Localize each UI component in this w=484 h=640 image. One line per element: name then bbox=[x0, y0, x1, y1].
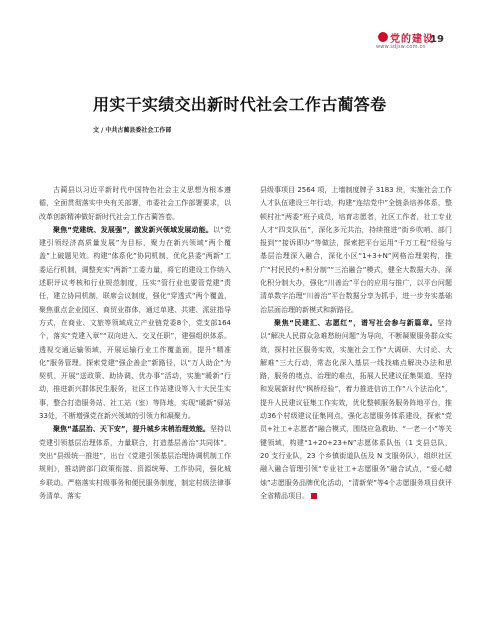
paragraph-text: 坚持以“解决人民群众急难愁盼问题”为导向，不断凝聚服务群众实效，探村社区服务实效，实施社会工作“大调研、大讨论、大解难”三大行动，常态化深入基层一线找痛点解决办法和思路，服务的堵点、治理的难点，拓展人民建议征集渠道，坚持和发展新时代“枫桥经验”，着力推进信访工作“八个法治化”，提升人民建议征集工作实效，优化整顿服务服务阵地平台，推动36个村级建议征集网点，强化志愿服务体系建设，探索“党员+社工+志愿者”融合模式，围绕应急救助、“一老一小”等关键领域，构建“1+20+23+N”志愿体系队伍（1 支县总队，20 支行业队，23 个乡镇街道队伍及 N 支服务队），组织社区融入融合管理引领“专业社工+志愿服务”融合试点，“爱心蜡烛”志愿服务品牌优化活动，“清新荣”等4个志愿服务项目获评全省精品项目。 bbox=[260, 318, 453, 500]
publication-logo bbox=[378, 30, 434, 44]
paragraph-lead: 聚焦“基层治、天下安”，提升城乡末梢治理效能。 bbox=[53, 425, 210, 434]
left-column bbox=[39, 184, 231, 503]
paragraph-text: 以“党建引领经济高质量发展”为目标，聚力在新兴领域“两个覆盖”上破题见效。构建“体系化”协同机制，优化县委“两新”工委运行机制，调整充实“两新”工委力量，将它的建设工作纳入述职评议考核和行业规范制度，压实“管行业也要管党建”责任，建立协同机制，联席会议制度，强化“穿透式”两个覆盖，聚焦重点企业园区、商贸业群体，通过单建、共建、派驻指导方式，在商业、文旅等领域成立产业链党委8个，党支部164个，落实“党建入章”“双向进入、交叉任职”，建强组织体系。透视交通运输领域，开展运输行业工作覆盖面，提升“精准化”服务管理。探索党建“强企善企”新路径，以“万人助企”为契机，开展“送政策、助协调、优办事”活动，实施“暖新”行动，推进新兴群体民生服务，社区工作站建设等入十大民生实事，整合打造服务站、社工站（室）等阵地，实现“暖新”驿站33处，不断增强党在新兴领域的引领力和凝聚力。 bbox=[39, 225, 231, 421]
article-byline: 文 / 中共古蔺县委社会工作部 bbox=[93, 127, 172, 134]
right-column bbox=[260, 184, 452, 503]
paragraph bbox=[39, 184, 231, 224]
logo-url: www.sdjsw.com.cn bbox=[376, 44, 426, 50]
paragraph-text: 县级事项目 2564 项，上墙制度牌子 3183 块，实施社会工作人才队伍建设三年行动，构建“连结党中”全链条培养体系，整顿村社“两委”班子成员，培育志愿者，社区工作者，社工专业人才“四支队伍”，深化多元共治，持续推进“街乡吹哨、部门报到”“接诉即办”等做法，探索把平台运用“千万工程”经验与基层治理深入融合，深化小区“1+3+N”网格治理架构，推广“村民民约+积分制”“三治融合”模式，健全大数据大办，深化积分制大办，强化“川善治”平台的应用与推广，以平台问题清单数字治理“川善治”平台数据分享为抓手，进一步夯实基础治层面治理的新模式和新路径。 bbox=[260, 186, 452, 314]
article-title: 用实干实绩交出新时代社会工作古蔺答卷 bbox=[93, 95, 387, 114]
paragraph-text: 坚持以党建引领基层治理体系，力量联合，打造基层善治“共同体”。突出“县级统一推进”，出台《党建引领基层治理协调机制工作规则》，推动跨部门政策衔接、资源统筹、工作协同，强化城乡联动。严格落实村级事务和便民服务制度，制定村级法律事务清单、落实 bbox=[39, 425, 232, 500]
paragraph bbox=[39, 224, 231, 423]
logo-text: 党的建设 bbox=[390, 33, 434, 45]
page-number: 19 bbox=[430, 34, 444, 45]
end-mark-icon bbox=[311, 493, 317, 499]
paragraph-lead: 聚焦“党建统、发展强”，激发新兴领域发展动能。 bbox=[53, 225, 214, 234]
paragraph bbox=[260, 184, 452, 317]
paragraph-text: 古蔺县以习近平新时代中国特色社会主义思想为根本遵循，全面贯彻落实中央有关部署，市委社会工作部署要求，以改革创新精神做好新时代社会工作古蔺答卷。 bbox=[39, 186, 231, 221]
paragraph bbox=[39, 423, 231, 503]
paragraph-lead: 聚焦“民建汇、志愿红”，谱写社会参与新篇章。 bbox=[274, 318, 438, 327]
paragraph bbox=[260, 317, 452, 503]
page-header bbox=[0, 0, 484, 56]
party-emblem-icon bbox=[378, 32, 388, 42]
